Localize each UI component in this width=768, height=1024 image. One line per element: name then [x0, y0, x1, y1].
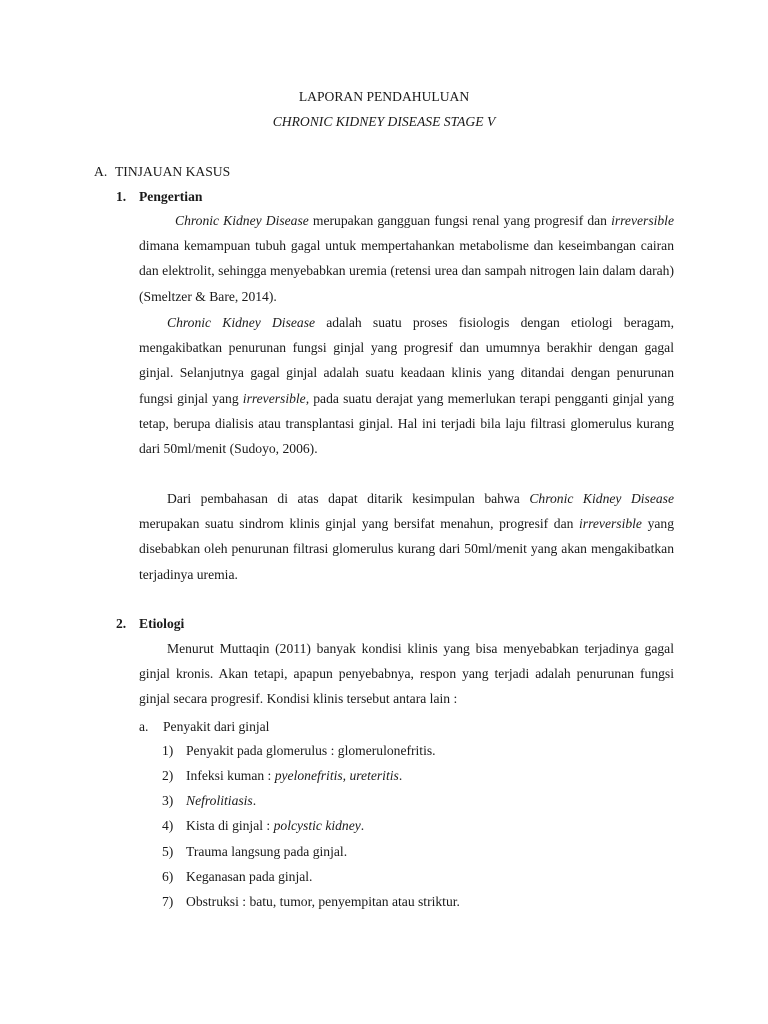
subheading-label: Pengertian — [139, 189, 203, 204]
list-item: 7) Obstruksi : batu, tumor, penyempitan atau striktur. — [162, 894, 460, 909]
list-item: 4) Kista di ginjal : polcystic kidney. — [162, 818, 365, 833]
section-heading — [94, 163, 230, 180]
list-label: Penyakit dari ginjal — [163, 719, 270, 734]
list-item-a — [139, 718, 269, 735]
paragraph-conclusion: Dari pembahasan di atas dapat ditarik kesimpulan bahwa Chronic Kidney Disease merupakan suatu sindrom klinis ginjal yang bersifat menahun, progresif dan irreversible yang disebabkan oleh penurunan filtrasi glomerulus kurang dari 50ml/menit yang akan mengakibatkan terjadinya uremia. — [139, 491, 674, 582]
section-label: TINJAUAN KASUS — [115, 164, 231, 179]
document-subtitle: CHRONIC KIDNEY DISEASE STAGE V — [272, 114, 496, 129]
subheading-pengertian — [116, 188, 202, 205]
subheading-number: 1. — [116, 189, 127, 204]
document-title: LAPORAN PENDAHULUAN — [298, 89, 470, 104]
term-italic: irreversible, — [242, 390, 310, 406]
term-italic: irreversible — [579, 516, 642, 532]
term-italic: Chronic Kidney Disease — [529, 491, 674, 506]
list-item: 3) Nefrolitiasis. — [162, 793, 257, 808]
section-mark: A. — [94, 164, 108, 179]
subheading-etiologi — [116, 615, 184, 632]
list-item: 2) Infeksi kuman : pyelonefritis, ureteritis. — [162, 768, 403, 783]
subheading-label: Etiologi — [139, 616, 185, 631]
list-item: 1) Penyakit pada glomerulus : glomerulonefritis. — [162, 743, 436, 758]
list-mark: a. — [139, 719, 149, 734]
title-block — [0, 88, 768, 138]
term-italic: Chronic Kidney Disease — [167, 315, 316, 330]
paragraph-definition-2: Chronic Kidney Disease adalah suatu proses fisiologis dengan etiologi beragam, mengakibatkan penurunan fungsi ginjal yang progresif dan umumnya berakhir dengan gagal ginjal. Selanjutnya gagal ginjal adalah suatu keadaan klinis yang ditandai dengan penurunan fungsi ginjal yang irreversible, pada suatu derajat yang memerlukan terapi pengganti ginjal yang tetap, berupa dialisis atau transplantasi ginjal. Hal ini terjadi bila laju filtrasi glomerulus kurang dari 50ml/menit (Sudoyo, 2006). — [139, 315, 675, 457]
paragraph-definition-1: Chronic Kidney Disease merupakan gangguan fungsi renal yang progresif dan irreversible dimana kemampuan tubuh gagal untuk mempertahankan metabolisme dan keseimbangan cairan dan elektrolit, sehingga menyebabkan uremia (retensi urea dan sampah nitrogen lain dalam darah) (Smeltzer & Bare, 2014). — [139, 213, 674, 304]
list-item: 5) Trauma langsung pada ginjal. — [162, 844, 348, 859]
subheading-number: 2. — [116, 616, 127, 631]
term-italic: Chronic Kidney Disease — [175, 213, 309, 228]
term-italic: irreversible — [611, 213, 674, 228]
list-item: 6) Keganasan pada ginjal. — [162, 869, 313, 884]
paragraph-etiologi: Menurut Muttaqin (2011) banyak kondisi klinis yang bisa menyebabkan terjadinya gagal ginjal kronis. Akan tetapi, apapun penyebabnya, respon yang terjadi adalah penurunan fungsi ginjal secara progresif. Kondisi klinis tersebut antara lain : — [139, 641, 674, 707]
